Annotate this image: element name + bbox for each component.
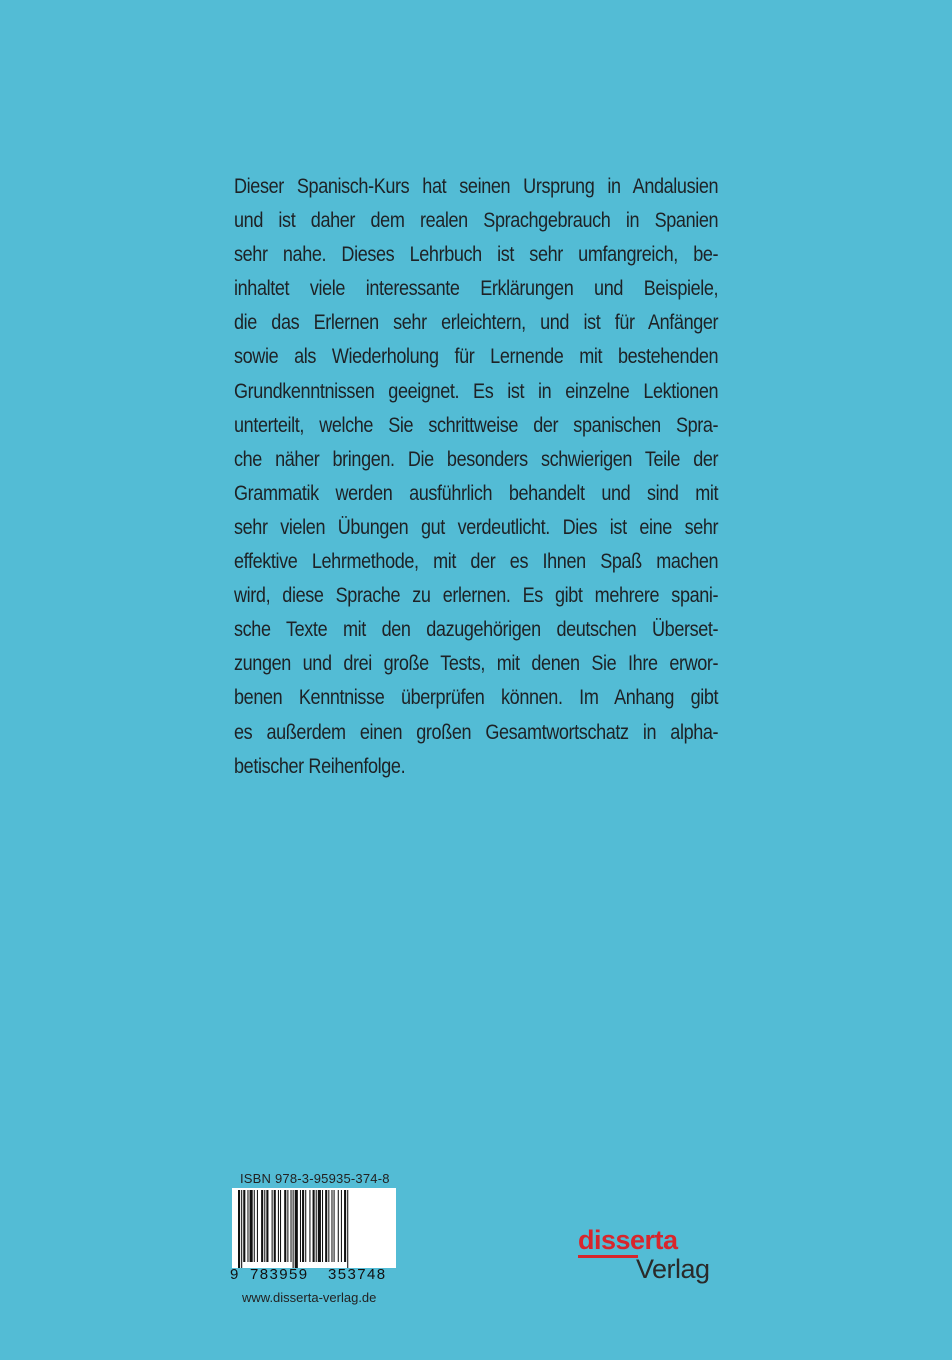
barcode-bar — [291, 1190, 292, 1262]
blurb-line: Grundkenntnissen geeignet. Es ist in einzelne Lektionen — [234, 379, 719, 403]
logo-text-verlag: Verlag — [636, 1254, 710, 1284]
blurb-line: wird, diese Sprache zu erlernen. Es gibt mehrere spani- — [234, 584, 719, 608]
barcode-digits — [230, 1266, 400, 1284]
blurb-line: unterteilt, welche Sie schrittweise der spanischen Spra- — [234, 413, 719, 437]
barcode-bar — [247, 1190, 248, 1262]
barcode-bar — [313, 1190, 315, 1262]
blurb-line: benen Kenntnisse überprüfen können. Im Anhang gibt — [234, 686, 719, 710]
barcode-bar — [266, 1190, 268, 1262]
barcode-bar — [257, 1190, 258, 1262]
barcode-bar — [316, 1190, 317, 1262]
blurb-line: und ist daher dem realen Sprachgebrauch in Spanien — [234, 209, 719, 233]
blurb-line: sehr vielen Übungen gut verdeutlicht. Dies ist eine sehr — [234, 515, 719, 539]
barcode-bar — [284, 1190, 286, 1262]
blurb-line: che näher bringen. Die besonders schwierigen Teile der — [234, 447, 719, 471]
blurb-line: sowie als Wiederholung für Lernende mit bestehenden — [234, 345, 719, 369]
barcode-image — [232, 1188, 396, 1268]
barcode-bar — [300, 1190, 301, 1262]
blurb-line: sehr nahe. Dieses Lehrbuch ist sehr umfangreich, be- — [234, 243, 719, 267]
blurb-line: Grammatik werden ausführlich behandelt und sind mit — [234, 481, 719, 505]
barcode-bar — [261, 1190, 263, 1262]
publisher-url: www.disserta-verlag.de — [242, 1290, 377, 1305]
barcode-digit-first: 9 — [230, 1266, 239, 1283]
barcode-bar — [305, 1190, 306, 1262]
barcode-bar — [274, 1190, 276, 1262]
logo-red-rule — [578, 1255, 638, 1258]
barcode-bar — [293, 1190, 294, 1268]
barcode-bar — [254, 1190, 255, 1262]
barcode-bar — [341, 1190, 342, 1262]
barcode-bar — [243, 1190, 245, 1262]
blurb-line: zungen und drei große Tests, mit denen Sie Ihre erwor- — [234, 652, 719, 676]
barcode-bar — [334, 1190, 335, 1262]
barcode-bar — [250, 1190, 253, 1262]
blurb-line: die das Erlernen sehr erleichtern, und ist für Anfänger — [234, 311, 719, 335]
barcode-bar — [318, 1190, 321, 1262]
logo-text-disserta: disserta — [578, 1225, 678, 1255]
barcode-bar — [325, 1190, 327, 1262]
barcode-bar — [287, 1190, 288, 1262]
publisher-logo — [578, 1227, 710, 1283]
barcode-bar — [322, 1190, 323, 1262]
barcode-bar — [241, 1190, 242, 1268]
barcode-bar — [238, 1190, 240, 1268]
barcode-bar — [338, 1190, 339, 1262]
blurb-line: Dieser Spanisch-Kurs hat seinen Ursprung in Andalusien — [234, 175, 719, 198]
barcode-bar — [347, 1190, 348, 1268]
barcode-bar — [272, 1190, 273, 1262]
blurb-line: sche Texte mit den dazugehörigen deutschen Überset- — [234, 618, 719, 642]
blurb-line: es außerdem einen großen Gesamtwortschatz in alpha- — [234, 720, 719, 744]
barcode-digit-group-right: 353748 — [328, 1266, 387, 1283]
blurb-line: betischer Reihenfolge. — [234, 754, 406, 778]
barcode-bar — [280, 1190, 281, 1262]
barcode-bar — [309, 1190, 310, 1262]
isbn-barcode-block — [230, 1170, 400, 1305]
barcode-digit-group-left: 783959 — [250, 1266, 309, 1283]
barcode-bar — [328, 1190, 329, 1262]
barcode-bar — [302, 1190, 304, 1262]
isbn-label: ISBN 978-3-95935-374-8 — [240, 1171, 390, 1186]
barcode-bar — [278, 1190, 279, 1262]
barcode-bar — [331, 1190, 332, 1262]
barcode-bar — [264, 1190, 265, 1262]
barcode-bar — [344, 1190, 346, 1262]
back-cover-blurb — [234, 170, 718, 784]
blurb-line: effektive Lehrmethode, mit der es Ihnen Spaß machen — [234, 550, 719, 574]
blurb-line: inhaltet viele interessante Erklärungen und Beispiele, — [234, 277, 719, 301]
barcode-bar — [295, 1190, 298, 1268]
